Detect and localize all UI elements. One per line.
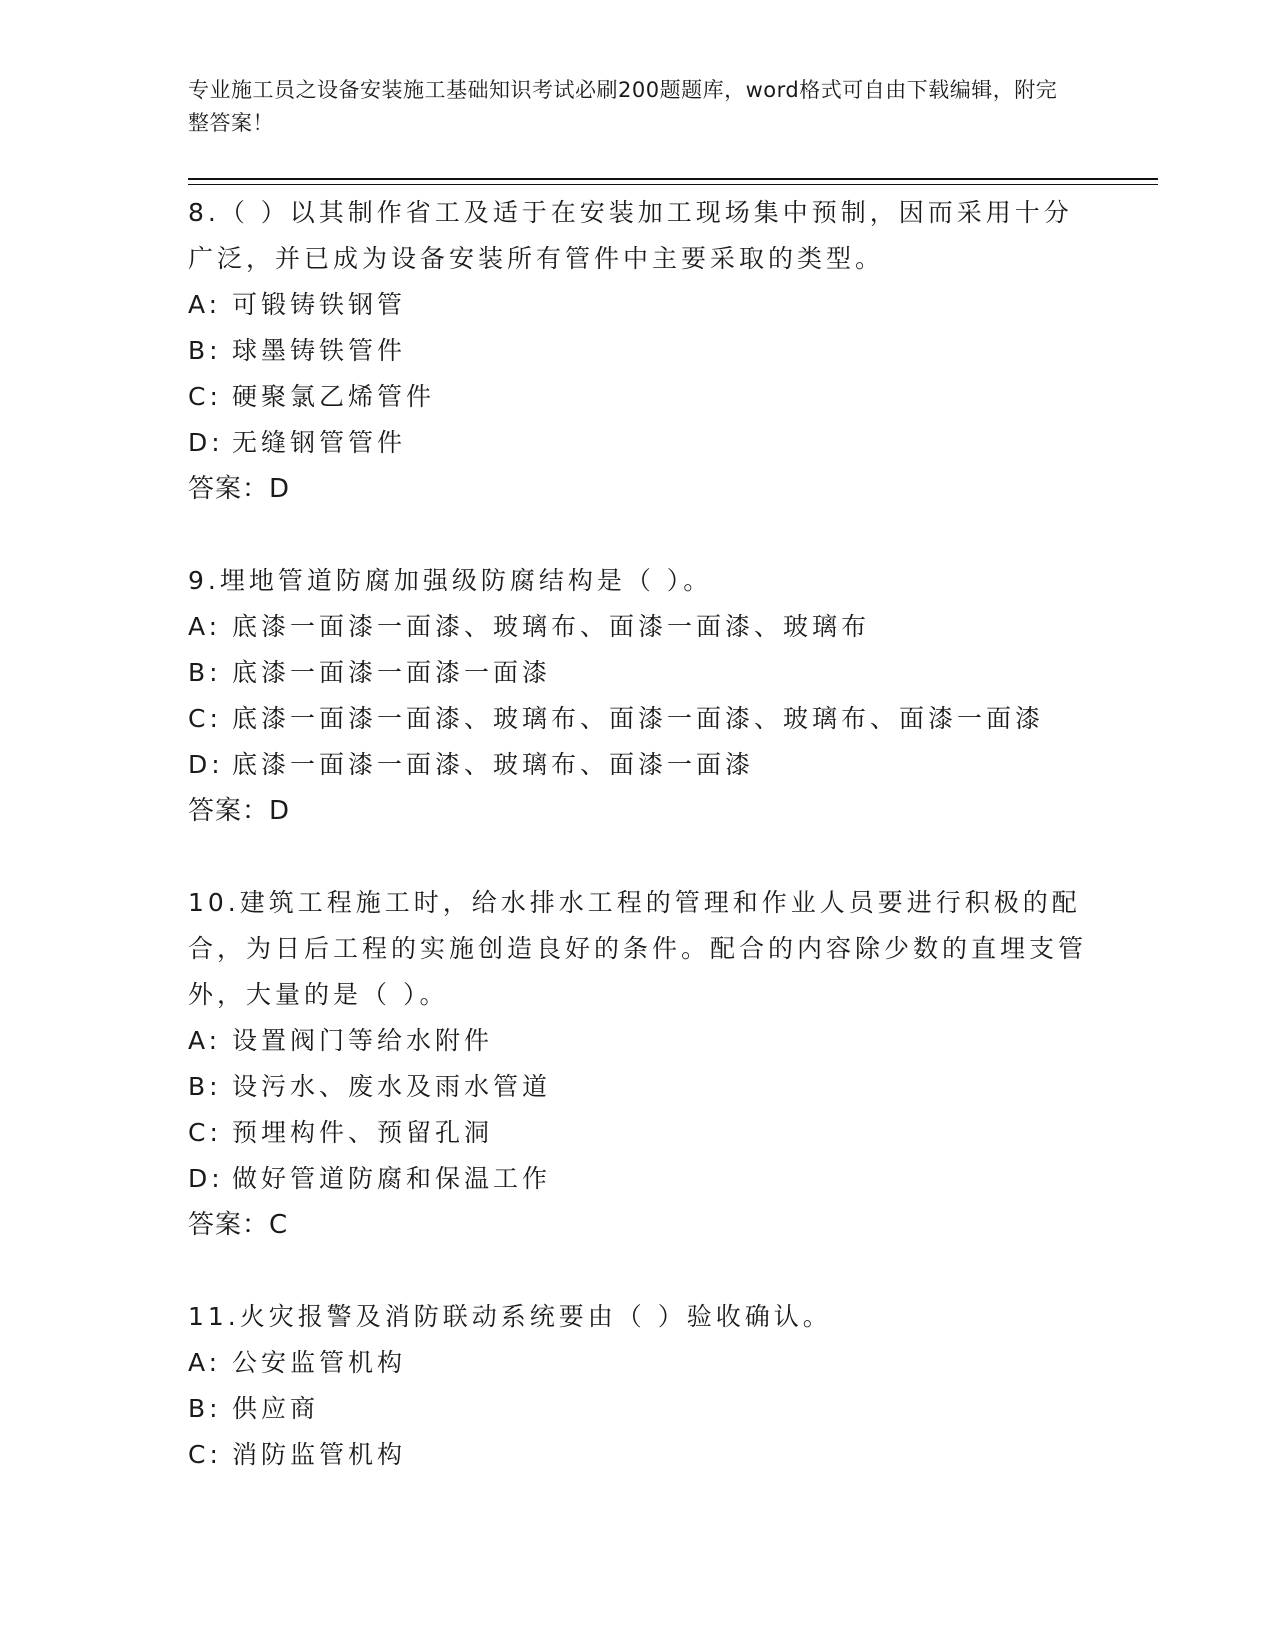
option-text: 设污水、废水及雨水管道 xyxy=(232,1072,552,1101)
option-a xyxy=(188,1018,1088,1064)
option-text: 底漆一面漆一面漆、玻璃布、面漆一面漆、玻璃布、面漆一面漆 xyxy=(232,704,1045,733)
document-header xyxy=(188,74,1068,140)
option-text: 设置阀门等给水附件 xyxy=(232,1026,494,1055)
option-a xyxy=(188,1340,1088,1386)
option-text: 无缝钢管管件 xyxy=(232,428,407,457)
option-letter: B: xyxy=(188,336,222,365)
question-stem: 10.建筑工程施工时，给水排水工程的管理和作业人员要进行积极的配合，为日后工程的实施创造良好的条件。配合的内容除少数的直埋支管外，大量的是（ ）。 xyxy=(188,888,1088,1009)
header-title: 专业施工员之设备安装施工基础知识考试必刷200题题库，word格式可自由下载编辑，附完整答案！ xyxy=(188,78,1058,135)
option-text: 底漆一面漆一面漆一面漆 xyxy=(232,658,552,687)
option-letter: C: xyxy=(188,704,222,733)
option-letter: A: xyxy=(188,1348,222,1377)
question-answer: 答案：D xyxy=(188,796,291,826)
option-b xyxy=(188,650,1088,696)
question-8 xyxy=(188,190,1088,512)
question-list xyxy=(188,190,1088,1524)
option-d xyxy=(188,420,1088,466)
option-letter: A: xyxy=(188,1026,222,1055)
option-letter: C: xyxy=(188,382,222,411)
option-c xyxy=(188,696,1088,742)
option-text: 可锻铸铁钢管 xyxy=(232,290,407,319)
option-b xyxy=(188,328,1088,374)
option-c xyxy=(188,374,1088,420)
option-a xyxy=(188,604,1088,650)
question-stem: 8.（ ）以其制作省工及适于在安装加工现场集中预制，因而采用十分广泛，并已成为设备安装所有管件中主要采取的类型。 xyxy=(188,198,1073,273)
option-text: 做好管道防腐和保温工作 xyxy=(232,1164,552,1193)
option-letter: C: xyxy=(188,1440,222,1469)
option-c xyxy=(188,1432,1088,1478)
option-letter: A: xyxy=(188,612,222,641)
option-text: 预埋构件、预留孔洞 xyxy=(232,1118,494,1147)
option-letter: B: xyxy=(188,1394,222,1423)
option-letter: D: xyxy=(188,750,224,779)
question-answer: 答案：D xyxy=(188,474,291,504)
option-text: 消防监管机构 xyxy=(232,1440,407,1469)
option-c xyxy=(188,1110,1088,1156)
option-b xyxy=(188,1386,1088,1432)
option-text: 硬聚氯乙烯管件 xyxy=(232,382,436,411)
option-text: 球墨铸铁管件 xyxy=(232,336,407,365)
header-rule-thin xyxy=(188,184,1158,185)
option-text: 底漆一面漆一面漆、玻璃布、面漆一面漆、玻璃布 xyxy=(232,612,871,641)
option-letter: C: xyxy=(188,1118,222,1147)
option-text: 供应商 xyxy=(232,1394,320,1423)
option-b xyxy=(188,1064,1088,1110)
option-text: 公安监管机构 xyxy=(232,1348,407,1377)
option-letter: D: xyxy=(188,428,224,457)
option-letter: B: xyxy=(188,658,222,687)
option-d xyxy=(188,1156,1088,1202)
question-10 xyxy=(188,880,1088,1248)
option-letter: A: xyxy=(188,290,222,319)
option-d xyxy=(188,742,1088,788)
question-answer: 答案：C xyxy=(188,1210,289,1240)
option-text: 底漆一面漆一面漆、玻璃布、面漆一面漆 xyxy=(232,750,755,779)
header-rule-thick xyxy=(188,178,1158,180)
option-letter: D: xyxy=(188,1164,224,1193)
question-9 xyxy=(188,558,1088,834)
question-stem: 11.火灾报警及消防联动系统要由（ ）验收确认。 xyxy=(188,1302,832,1331)
question-stem: 9.埋地管道防腐加强级防腐结构是（ ）。 xyxy=(188,566,713,595)
question-11 xyxy=(188,1294,1088,1478)
option-a xyxy=(188,282,1088,328)
option-letter: B: xyxy=(188,1072,222,1101)
